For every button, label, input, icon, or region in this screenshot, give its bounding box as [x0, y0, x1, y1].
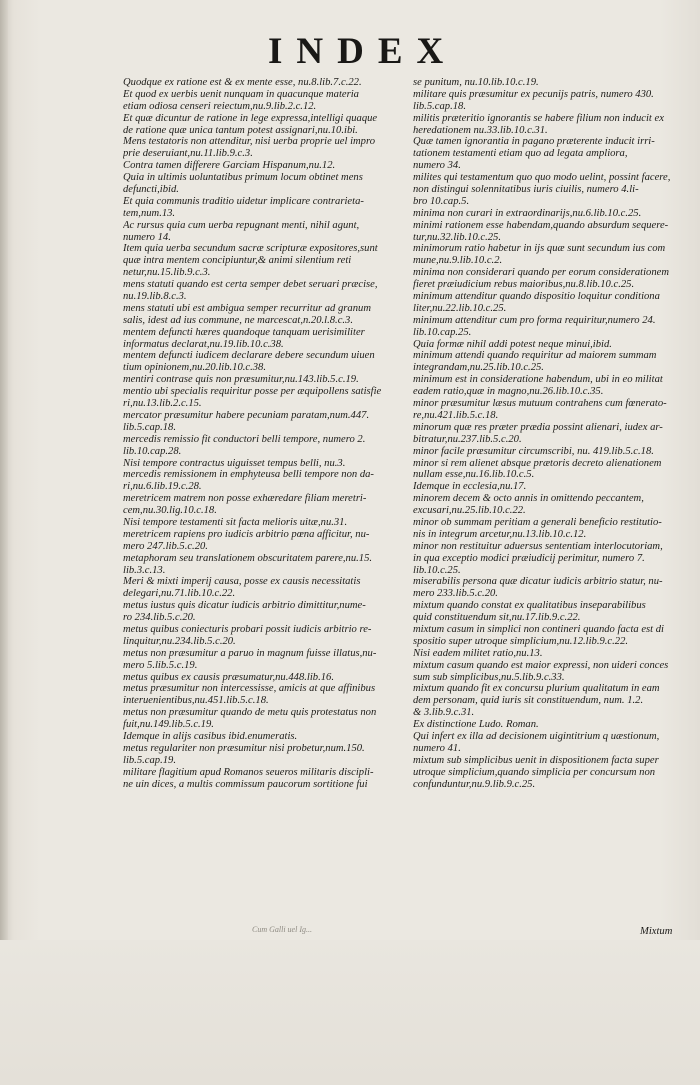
right-index-entry-line: lib.5.cap.18. — [413, 100, 466, 112]
left-index-entry-line: Mens testatoris non attenditur, nisi uerba proprie uel impro — [123, 136, 375, 148]
left-index-entry-line: lib.5.cap.18. — [123, 421, 176, 433]
right-index-entry-line: tur,nu.32.lib.10.c.25. — [413, 231, 501, 243]
left-index-entry-line: Quodque ex ratione est & ex mente esse, nu.8.lib.7.c.22. — [123, 77, 362, 88]
left-index-entry-line: mentem defuncti iudicem declarare debere secundum uiuen — [123, 350, 375, 362]
right-index-entry-line: mero 233.lib.5.c.20. — [413, 588, 498, 600]
left-index-entry-line: lib.10.cap.28. — [123, 445, 182, 457]
left-index-entry-line: interuenientibus,nu.451.lib.5.c.18. — [123, 695, 269, 707]
left-index-entry-line: cem,nu.30.lig.10.c.18. — [123, 505, 217, 517]
right-index-entry-line: mixtum casum quando est maior expressi, non uideri conces — [413, 659, 669, 671]
right-index-entry-line: minimorum ratio habetur in ijs quæ sunt secundum ius com — [413, 243, 666, 255]
left-index-entry-line: tem,num.13. — [123, 207, 176, 219]
left-index-entry-line: Item quia uerba secundum sacræ scripturæ expositores,sunt — [123, 243, 378, 255]
left-index-entry-line: mero 5.lib.5.c.19. — [123, 659, 198, 671]
right-index-entry-line: bitratur,nu.237.lib.5.c.20. — [413, 433, 522, 445]
right-index-entry-line: quid constituendum sit,nu.17.lib.9.c.22. — [413, 612, 581, 624]
left-index-entry-line: metus non præsumitur a paruo in magnum fuisse illatus,nu- — [123, 647, 377, 659]
left-index-entry-line: militare flagitium apud Romanos seueros militaris discipli- — [123, 766, 374, 778]
page-bottom-margin — [0, 940, 700, 1085]
right-index-entry-line: minimi rationem esse habendam,quando absurdum sequere- — [413, 219, 669, 231]
right-index-entry-line: utroque simplicium,quando simplicia per concursum non — [413, 766, 656, 778]
right-index-entry-line: heredationem nu.33.lib.10.c.31. — [413, 124, 548, 136]
right-index-entry-line: nullam esse,nu.16.lib.10.c.5. — [413, 469, 535, 481]
left-index-entry-line: metus quibus ex causis præsumatur,nu.448.lib.16. — [123, 671, 334, 683]
left-index-entry-line: etiam odiosa censeri reiectum,nu.9.lib.2.c.12. — [123, 100, 317, 112]
left-index-entry-line: meretricem rapiens pro iudicis arbitrio pœna afficitur, nu- — [123, 528, 370, 540]
left-index-entry-line: lib.5.cap.19. — [123, 754, 176, 766]
right-index-entry-line: nis in integrum arcetur,nu.13.lib.10.c.12. — [413, 528, 587, 540]
right-index-entry-line: spositio super utroque simplicium,nu.12.lib.9.c.22. — [413, 635, 629, 647]
left-index-entry-line: informatus declarat,nu.19.lib.10.c.38. — [123, 338, 284, 350]
left-index-entry-line: metaphoram seu translationem obscuritatem parere,nu.15. — [123, 552, 373, 564]
page-gutter-edge — [0, 0, 8, 1085]
right-index-entry-line: minor facile præsumitur circumscribi, nu. 419.lib.5.c.18. — [413, 445, 654, 457]
right-index-entry-line: Qui infert ex illa ad decisionem uigintitrium q uæstionum, — [413, 730, 660, 742]
right-index-entry-line: minorem decem & octo annis in omittendo peccantem, — [413, 493, 644, 505]
right-index-entry-line: se punitum, nu.10.lib.10.c.19. — [413, 77, 539, 88]
right-index-entry-line: re,nu.421.lib.5.c.18. — [413, 409, 499, 421]
left-index-entry-line: Contra tamen differere Garciam Hispanum,nu.12. — [123, 160, 336, 172]
right-index-entry-line: sum sub simplicibus,nu.5.lib.9.c.33. — [413, 671, 565, 683]
left-index-entry-line: Et quod ex uerbis uenit nunquam in quacunque materia — [123, 88, 359, 100]
right-index-entry-line: Idemque in ecclesia,nu.17. — [413, 481, 527, 493]
left-index-entry-line: quæ intra mentem concipiuntur,& animi silentium reti — [123, 255, 352, 267]
right-index-entry-line: eadem ratio,quæ in magno,nu.26.lib.10.c.35. — [413, 386, 604, 398]
left-index-entry-line: Nisi tempore testamenti sit facta melioris uitæ,nu.31. — [123, 516, 348, 528]
left-index-entry-line: mercedis remissionem in emphyteusa belli tempore non da- — [123, 469, 374, 481]
left-index-entry-line: mens statuti ubi est ambigua semper recurritur ad granum — [123, 302, 371, 314]
right-index-entry-line: integrandam,nu.25.lib.10.c.25. — [413, 362, 544, 374]
right-index-entry-line: miserabilis persona quæ dicatur iudicis arbitrio statur, nu- — [413, 576, 663, 588]
right-index-entry-line: minor ob summam peritiam a generali beneficio restitutio- — [413, 516, 662, 528]
right-index-entry-line: mixtum quando constat ex qualitatibus inseparabilibus — [413, 600, 646, 612]
left-index-entry-line: mentio ubi specialis requiritur posse per æquipollens satisfie — [123, 386, 382, 398]
right-index-entry-line: mune,nu.9.lib.10.c.2. — [413, 255, 503, 267]
left-index-entry-line: netur,nu.15.lib.9.c.3. — [123, 267, 211, 279]
right-index-entry-line: minor non restituitur aduersus sententiam interlocutoriam, — [413, 540, 663, 552]
right-index-entry-line: militare quis præsumitur ex pecunijs patris, numero 430. — [413, 88, 654, 100]
left-index-entry-line: metus quibus coniecturis probari possit iudicis arbitrio re- — [123, 623, 372, 635]
left-index-entry-line: ro 234.lib.5.c.20. — [123, 612, 196, 624]
left-index-entry-line: defuncti,ibid. — [123, 184, 179, 196]
right-index-entry-line: minor præsumitur læsus mutuum contrahens cum fœnerato- — [413, 398, 667, 410]
right-index-entry-line: Ex distinctione Ludo. Roman. — [413, 719, 539, 731]
right-index-entry-line: mixtum sub simplicibus uenit in dispositionem facta super — [413, 754, 659, 766]
left-index-entry-line: ne uin dices, a multis commissum paucorum sortitione fui — [123, 778, 368, 790]
left-index-entry-line: prie deseruiant,nu.11.lib.9.c.3. — [123, 148, 253, 160]
right-index-entry-line: dem personam, quid iuris sit constituendum, num. 1.2. — [413, 695, 644, 707]
right-index-entry-line: minorum quæ res præter prædia possint alienari, iudex ar- — [413, 421, 663, 433]
left-index-entry-line: metus iustus quis dicatur iudicis arbitrio dimittitur,nume- — [123, 600, 366, 612]
left-index-entry-line: ri,nu.13.lib.2.c.15. — [123, 398, 202, 410]
left-index-entry-line: metus regulariter non præsumitur nisi probetur,num.150. — [123, 742, 365, 754]
bleed-through-note: Cum Galli uel Ig... — [252, 925, 312, 934]
index-column-right — [413, 77, 685, 790]
left-index-entry-line: metus non præsumitur quando de metu quis protestatus non — [123, 707, 377, 719]
right-index-entry-line: minor si rem alienet absque prætoris decreto alienationem — [413, 457, 662, 469]
right-index-entry-line: numero 34. — [413, 160, 461, 172]
left-index-entry-line: de ratione quæ unica tantum potest assignari,nu.10.ibi. — [123, 124, 358, 136]
right-index-entry-line: bro 10.cap.5. — [413, 195, 470, 207]
left-index-entry-line: ri,nu.6.lib.19.c.28. — [123, 481, 202, 493]
left-index-entry-line: Meri & mixti imperij causa, posse ex causis necessitatis — [123, 576, 361, 588]
right-index-entry-line: militis præteritio ignorantis se habere filium non inducit ex — [413, 112, 664, 124]
left-index-entry-line: mentem defuncti hæres quandoque tanquam uerisimiliter — [123, 326, 365, 338]
right-index-entry-line: minimum attendi quando requiritur ad maiorem summam — [413, 350, 657, 362]
right-index-entry-line: minimum est in consideratione habendum, ubi in eo militat — [413, 374, 663, 386]
right-index-entry-line: liter,nu.22.lib.10.c.25. — [413, 302, 507, 314]
right-index-entry-line: Nisi eadem militet ratio,nu.13. — [413, 647, 543, 659]
left-index-entry-line: mens statuti quando est certa semper debet seruari præcise, — [123, 279, 378, 291]
left-index-entry-line: nu.19.lib.8.c.3. — [123, 291, 187, 303]
right-index-entry-line: minimum attenditur cum pro forma requiritur,numero 24. — [413, 314, 656, 326]
right-index-entry-line: lib.10.cap.25. — [413, 326, 472, 338]
right-index-entry-line: non distingui solennitatibus iuris ciuilis, numero 4.li- — [413, 184, 639, 196]
left-index-entry-line: linquitur,nu.234.lib.5.c.20. — [123, 635, 236, 647]
index-column-left — [123, 77, 413, 790]
right-index-entry-line: minima non considerari quando per eorum considerationem — [413, 267, 669, 279]
left-index-entry-line: Ac rursus quia cum uerba repugnant menti, nihil agunt, — [123, 219, 360, 231]
left-index-entry-line: lib.3.c.13. — [123, 564, 166, 576]
left-index-entry-line: tium opinionem,nu.20.lib.10.c.38. — [123, 362, 267, 374]
left-index-entry-line: mero 247.lib.5.c.20. — [123, 540, 208, 552]
right-index-entry-line: milites qui testamentum quo quo modo uelint, possint facere, — [413, 172, 671, 184]
right-index-entry-line: fieret præiudicium rebus maioribus,nu.8.lib.10.c.25. — [413, 279, 635, 291]
left-index-entry-line: Quia in ultimis uoluntatibus primum locum obtinet mens — [123, 172, 363, 184]
right-index-entry-line: excusari,nu.25.lib.10.c.22. — [413, 505, 526, 517]
right-index-entry-line: minima non curari in extraordinarijs,nu.6.lib.10.c.25. — [413, 207, 642, 219]
left-index-entry-line: delegari,nu.71.lib.10.c.22. — [123, 588, 236, 600]
right-index-entry-line: mixtum casum in simplici non contineri quando facta est di — [413, 623, 664, 635]
left-index-entry-line: Et quæ dicuntur de ratione in lege expressa,intelligi quaque — [123, 112, 378, 124]
left-index-entry-line: Idemque in alijs casibus ibid.enumeratis. — [123, 730, 298, 742]
right-index-entry-line: mixtum quando fit ex concursu plurium qualitatum in eam — [413, 683, 660, 695]
left-index-entry-line: Et quia communis traditio uidetur implicare contrarieta- — [123, 195, 364, 207]
right-index-entry-line: confunduntur,nu.9.lib.9.c.25. — [413, 778, 536, 790]
right-index-entry-line: Quæ tamen ignorantia in pagano præterente inducit irri- — [413, 136, 655, 148]
right-index-entry-line: minimum attenditur quando dispositio loquitur conditiona — [413, 291, 660, 303]
left-index-entry-line: metus præsumitur non intercessisse, amicis at que affinibus — [123, 683, 376, 695]
left-index-entry-line: meretricem matrem non posse exhæredare filiam meretri- — [123, 493, 367, 505]
left-index-entry-line: mercedis remissio fit conductori belli tempore, numero 2. — [123, 433, 366, 445]
right-index-entry-line: Quia formæ nihil addi potest neque minui,ibid. — [413, 338, 612, 350]
right-index-entry-line: tationem testamenti etiam quo ad legata ampliora, — [413, 148, 628, 160]
right-index-entry-line: numero 41. — [413, 742, 461, 754]
page-title: INDEX — [268, 31, 458, 72]
left-index-entry-line: fuit,nu.149.lib.5.c.19. — [123, 719, 214, 731]
left-index-entry-line: mercator præsumitur habere pecuniam paratam,num.447. — [123, 409, 370, 421]
right-index-entry-line: & 3.lib.9.c.31. — [413, 707, 475, 719]
right-index-entry-line: in qua exceptio modici præiudicij perimitur, numero 7. — [413, 552, 645, 564]
left-index-entry-line: salis, idest ad ius commune, ne marcescat,n.20.l.8.c.3. — [123, 314, 353, 326]
catchword: Mixtum — [640, 926, 673, 937]
left-index-entry-line: mentiri contrase quis non præsumitur,nu.143.lib.5.c.19. — [123, 374, 359, 386]
left-index-entry-line: numero 14. — [123, 231, 171, 243]
right-index-entry-line: lib.10.c.25. — [413, 564, 461, 576]
left-index-entry-line: Nisi tempore contractus uiguisset tempus belli, nu.3. — [123, 457, 346, 469]
